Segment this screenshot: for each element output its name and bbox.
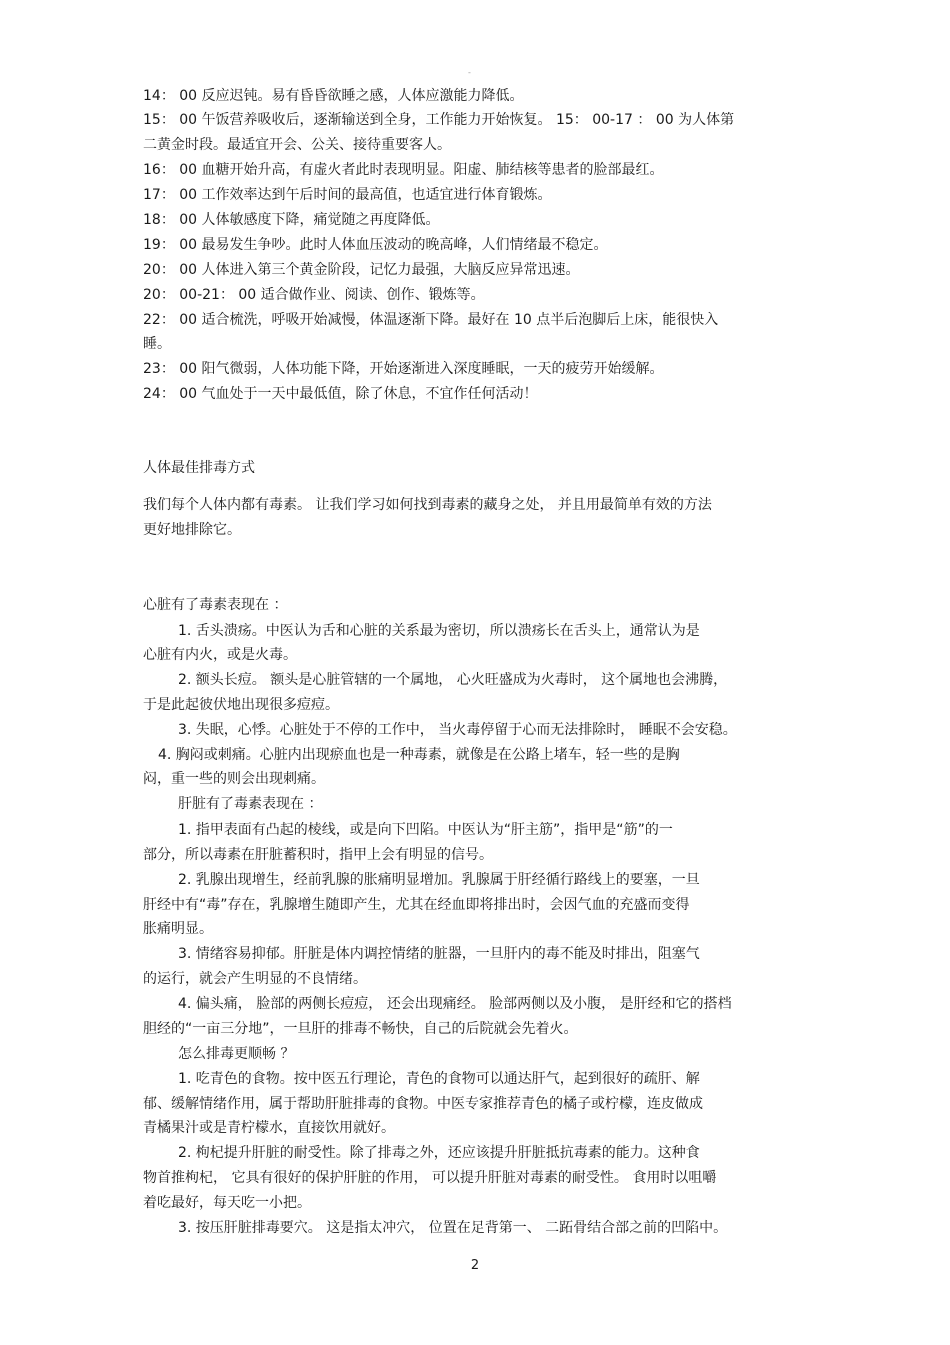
heart-line: 闷，重一些的则会出现刺痛。 xyxy=(143,771,325,787)
section-title: 人体最佳排毒方式 xyxy=(143,460,255,476)
page-number: 2 xyxy=(470,1258,480,1273)
intro-line: 我们每个人体内都有毒素。 让我们学习如何找到毒素的藏身之处， 并且用最简单有效的方法 xyxy=(143,497,712,513)
detox-method-line: 郁、缓解情绪作用，属于帮助肝脏排毒的食物。中医专家推荐青色的橘子或柠檬，连皮做成 xyxy=(143,1096,703,1112)
detox-method-line: 3. 按压肝脏排毒要穴。 这是指太冲穴， 位置在足背第一、 二跖骨结合部之前的凹陷中。 xyxy=(178,1220,728,1236)
liver-line: 1. 指甲表面有凸起的棱线，或是向下凹陷。中医认为“肝主筋”，指甲是“筋”的一 xyxy=(178,822,673,838)
heart-line: 4. 胸闷或刺痛。心脏内出现瘀血也是一种毒素，就像是在公路上堵车，轻一些的是胸 xyxy=(158,747,680,763)
schedule-line: 20： 00-21： 00 适合做作业、阅读、创作、锻炼等。 xyxy=(143,287,485,303)
liver-line: 胀痛明显。 xyxy=(143,921,213,937)
liver-line: 胆经的“一亩三分地”，一旦肝的排毒不畅快，自己的后院就会先着火。 xyxy=(143,1021,578,1037)
heart-line: 3. 失眠，心悸。心脏处于不停的工作中， 当火毒停留于心而无法排除时， 睡眠不会安稳。 xyxy=(178,722,737,738)
detox-method-line: 青橘果汁或是青柠檬水，直接饮用就好。 xyxy=(143,1120,395,1136)
liver-line: 部分，所以毒素在肝脏蓄积时，指甲上会有明显的信号。 xyxy=(143,847,493,863)
liver-line: 2. 乳腺出现增生，经前乳腺的胀痛明显增加。乳腺属于肝经循行路线上的要塞，一旦 xyxy=(178,872,700,888)
heart-line: 于是此起彼伏地出现很多痘痘。 xyxy=(143,697,339,713)
schedule-line: 23： 00 阳气微弱，人体功能下降，开始逐渐进入深度睡眠，一天的疲劳开始缓解。 xyxy=(143,361,664,377)
schedule-line: 18： 00 人体敏感度下降，痛觉随之再度降低。 xyxy=(143,212,440,228)
liver-line: 4. 偏头痛， 脸部的两侧长痘痘， 还会出现痛经。 脸部两侧以及小腹， 是肝经和它的搭档 xyxy=(178,996,732,1012)
liver-line: 肝经中有“毒”存在，乳腺增生随即产生，尤其在经血即将排出时，会因气血的充盛而变得 xyxy=(143,897,690,913)
top-mark: - xyxy=(468,68,471,77)
schedule-line: 14： 00 反应迟钝。易有昏昏欲睡之感，人体应激能力降低。 xyxy=(143,88,524,104)
liver-line: 的运行，就会产生明显的不良情绪。 xyxy=(143,971,367,987)
detox-method-heading: 怎么排毒更顺畅 ？ xyxy=(178,1046,295,1062)
liver-line: 3. 情绪容易抑郁。肝脏是体内调控情绪的脏器，一旦肝内的毒不能及时排出，阻塞气 xyxy=(178,946,700,962)
heart-line: 1. 舌头溃疡。中医认为舌和心脏的关系最为密切，所以溃疡长在舌头上，通常认为是 xyxy=(178,623,700,639)
schedule-line: 16： 00 血糖开始升高，有虚火者此时表现明显。阳虚、肺结核等患者的脸部最红。 xyxy=(143,162,664,178)
detox-method-line: 2. 枸杞提升肝脏的耐受性。除了排毒之外，还应该提升肝脏抵抗毒素的能力。这种食 xyxy=(178,1145,700,1161)
detox-method-line: 物首推枸杞， 它具有很好的保护肝脏的作用， 可以提升肝脏对毒素的耐受性。 食用时以咀嚼 xyxy=(143,1170,717,1186)
detox-method-line: 1. 吃青色的食物。按中医五行理论，青色的食物可以通达肝气，起到很好的疏肝、解 xyxy=(178,1071,700,1087)
schedule-line: 20： 00 人体进入第三个黄金阶段，记忆力最强，大脑反应异常迅速。 xyxy=(143,262,580,278)
heart-heading: 心脏有了毒素表现在 ： xyxy=(143,597,288,613)
schedule-line: 睡。 xyxy=(143,336,171,352)
schedule-line: 22： 00 适合梳洗，呼吸开始减慢，体温逐渐下降。最好在 10 点半后泡脚后上床，能很快入 xyxy=(143,312,719,328)
schedule-line: 17： 00 工作效率达到午后时间的最高值，也适宜进行体育锻炼。 xyxy=(143,187,552,203)
schedule-line: 24： 00 气血处于一天中最低值，除了休息，不宜作任何活动！ xyxy=(143,386,538,402)
schedule-line: 二黄金时段。最适宜开会、公关、接待重要客人。 xyxy=(143,137,451,153)
detox-method-line: 着吃最好，每天吃一小把。 xyxy=(143,1195,311,1211)
heart-line: 心脏有内火，或是火毒。 xyxy=(143,647,297,663)
schedule-line: 19： 00 最易发生争吵。此时人体血压波动的晚高峰，人们情绪最不稳定。 xyxy=(143,237,608,253)
heart-line: 2. 额头长痘。 额头是心脏管辖的一个属地， 心火旺盛成为火毒时， 这个属地也会沸腾， xyxy=(178,672,728,688)
intro-line: 更好地排除它。 xyxy=(143,522,241,538)
schedule-line: 15： 00 午饭营养吸收后，逐渐输送到全身，工作能力开始恢复。 15： 00-17 ： 00 为人体第 xyxy=(143,112,735,128)
liver-heading: 肝脏有了毒素表现在 ： xyxy=(178,796,323,812)
